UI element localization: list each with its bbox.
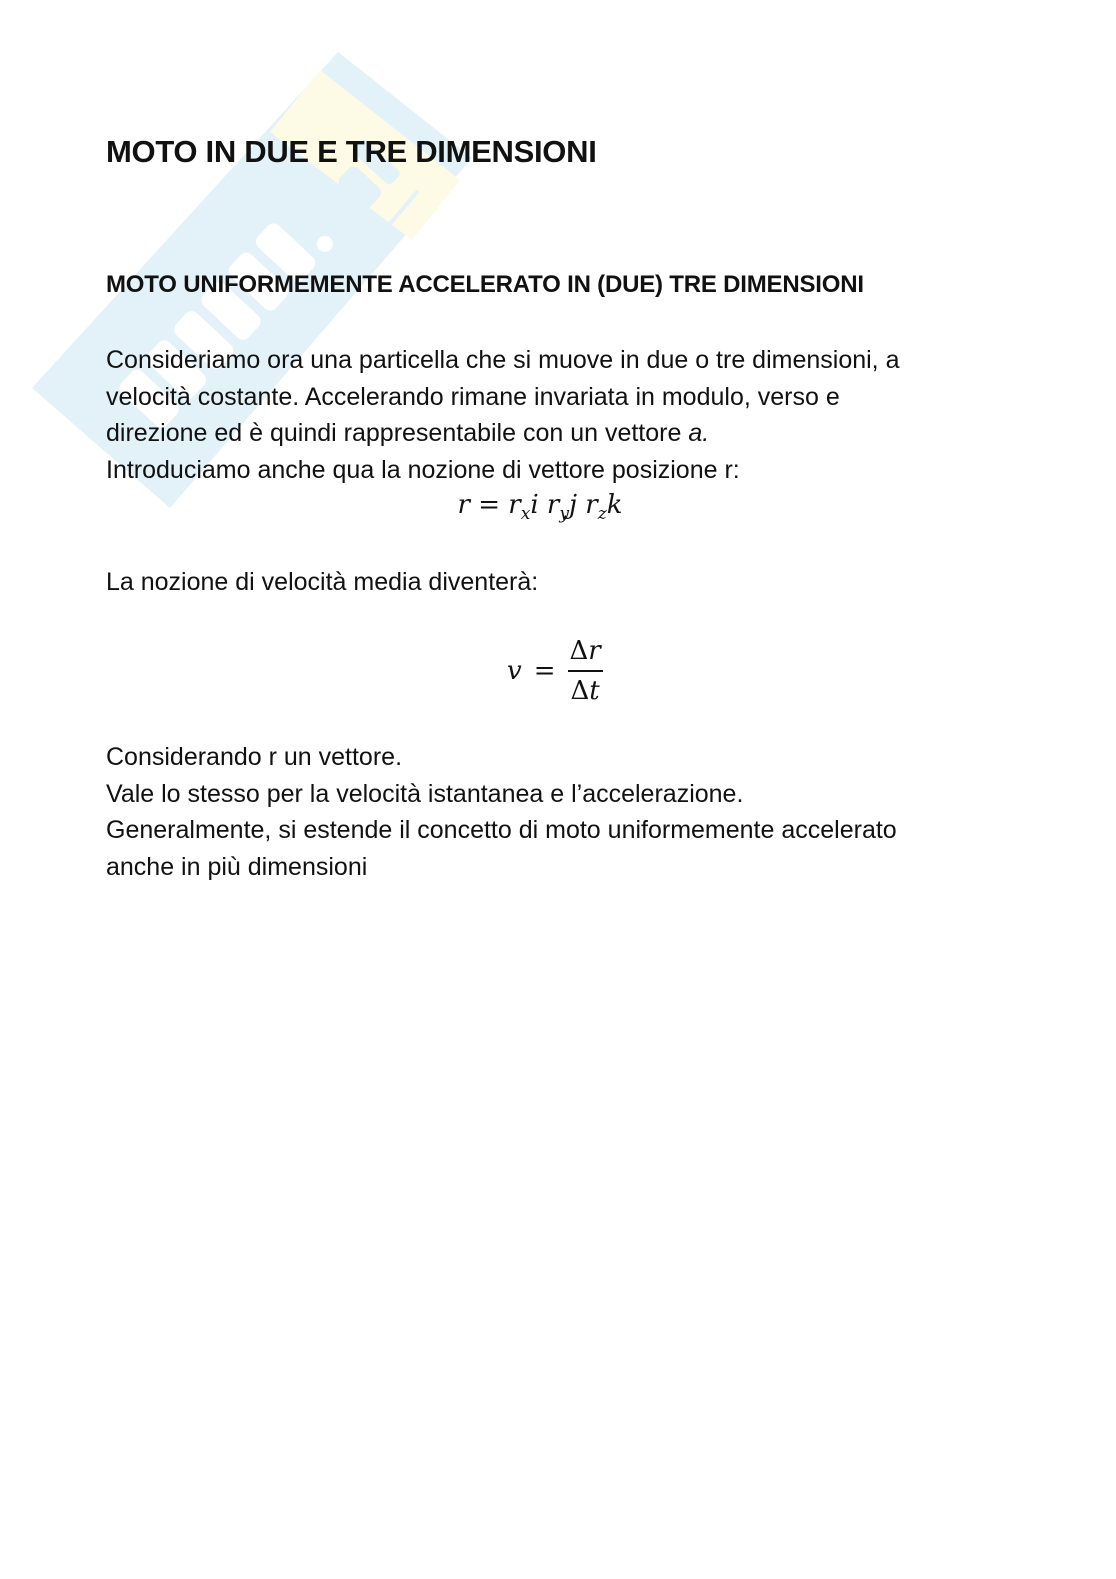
intro-paragraph bbox=[106, 342, 1006, 488]
intro-line-text: direzione ed è quindi rappresentabile con un vettore bbox=[106, 419, 689, 447]
page-title: MOTO IN DUE E TRE DIMENSIONI bbox=[106, 134, 597, 169]
closing-line: anche in più dimensioni bbox=[106, 852, 368, 881]
intro-line: Consideriamo ora una particella che si muove in due o tre dimensioni, a bbox=[106, 346, 900, 374]
section-title: MOTO UNIFORMEMENTE ACCELERATO IN (DUE) TRE DIMENSIONI bbox=[106, 271, 864, 298]
intro-line bbox=[106, 415, 1006, 452]
closing-line: Considerando r un vettore. bbox=[106, 743, 403, 771]
formula-term-x: $r_xi$ bbox=[508, 490, 539, 525]
closing-line: Vale lo stesso per la velocità istantanea e l’accelerazione. bbox=[106, 779, 744, 808]
formula-equals: = bbox=[478, 490, 501, 520]
fraction-denominator: Δt bbox=[570, 676, 600, 706]
formula-lhs: v bbox=[507, 656, 522, 686]
mean-velocity-line: La nozione di velocità media diventerà: bbox=[106, 568, 539, 596]
intro-line: velocità costante. Accelerando rimane invariata in modulo, verso e bbox=[106, 382, 840, 411]
position-vector-formula bbox=[0, 490, 1080, 524]
mean-velocity-formula bbox=[507, 636, 603, 706]
closing-line: Generalmente, si estende il concetto di moto uniformemente accelerato bbox=[106, 816, 897, 844]
intro-line: Introduciamo anche qua la nozione di vettore posizione r: bbox=[106, 455, 740, 484]
formula-term-z: $r_zk$ bbox=[585, 490, 623, 525]
fraction-numerator: Δr bbox=[568, 636, 603, 672]
formula-lhs: r bbox=[457, 490, 470, 520]
fraction bbox=[568, 636, 603, 706]
formula-term-y: $r_yj$ bbox=[546, 490, 578, 525]
acceleration-vector-symbol: a. bbox=[688, 419, 710, 447]
closing-paragraph bbox=[106, 739, 1006, 885]
formula-equals: = bbox=[533, 656, 556, 686]
mean-velocity-paragraph bbox=[106, 564, 1006, 601]
